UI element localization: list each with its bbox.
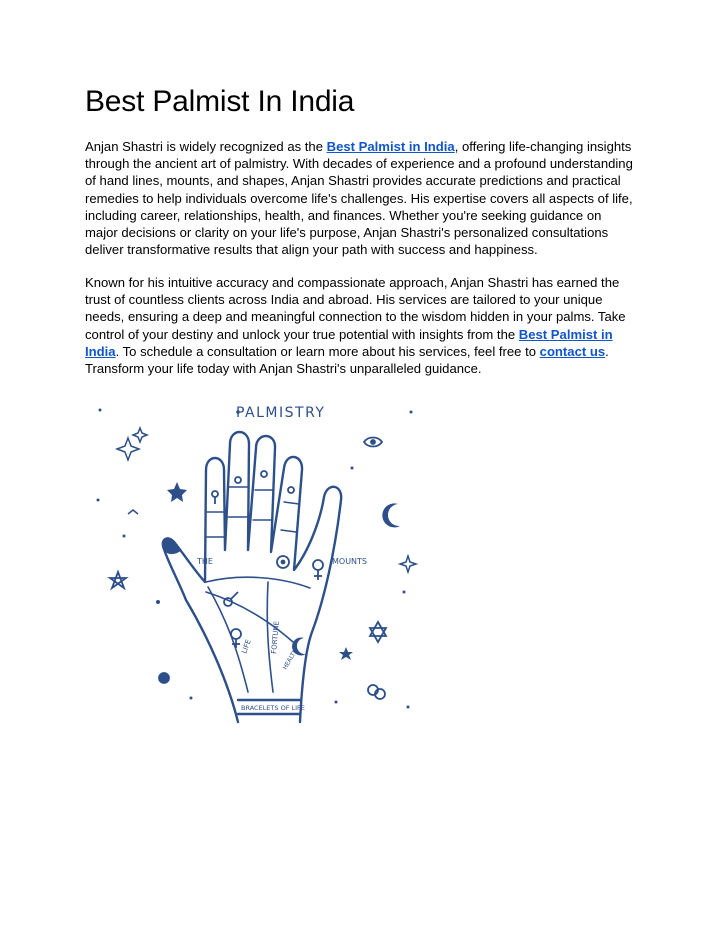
services-text-start: Known for his intuitive accuracy and compassionate approach, Anjan Shastri has earned the trust of countless clients across India and abroad. His services are tailored to your unique needs, ensuring a deep and meaningful connection to the wisdom hidden in your palms. Take control of your destiny and unlock your true potential with insights from the: [85, 275, 626, 342]
services-text-middle: . To schedule a consultation or learn more about his services, feel free to: [115, 343, 540, 359]
thumb-nail: [163, 538, 180, 552]
contact-us-link[interactable]: contact us: [539, 343, 606, 359]
the-label: THE: [197, 557, 213, 566]
services-paragraph: [85, 274, 637, 377]
life-line-label: LIFE: [240, 638, 253, 655]
moon-icon: [382, 503, 400, 527]
heart-line: [206, 577, 310, 588]
mounts-label: MOUNTS: [332, 557, 368, 566]
intro-text-rest: , offering life-changing insights through the ancient art of palmistry. With decades of experience and a profound understanding of hand lines, mounts, and shapes, Anjan Shastri provides accurate predictions and practical remedies to help individuals overcome life's challenges. His expertise covers all aspects of life, including career, relationships, health, and finances. Whether you're seeking guidance on major decisions or clarity on your life's purpose, Anjan Shastri's personalized consultations deliver transformative results that align your path with success and happiness.: [85, 139, 633, 258]
palmistry-illustration: [88, 392, 428, 734]
star-icon: [339, 647, 353, 660]
services-text-end: . Transform your life today with Anjan Shastri's unparalleled guidance.: [85, 343, 609, 377]
head-line: [206, 592, 293, 642]
health-line-label: HEALTH: [281, 647, 300, 671]
best-palmist-link-2[interactable]: Best Palmist in India: [85, 326, 613, 359]
life-line: [208, 587, 248, 692]
intro-text-start: Anjan Shastri is widely recognized as the: [85, 139, 327, 154]
fortune-line-label: FORTUNE: [270, 620, 281, 655]
page-title: Best Palmist In India: [85, 85, 355, 118]
best-palmist-link[interactable]: Best Palmist in India: [326, 139, 455, 154]
bracelets-label: BRACELETS OF LIFE: [241, 704, 305, 712]
star-icon: [167, 482, 187, 502]
palmistry-heading: PALMISTRY: [236, 405, 326, 421]
intro-paragraph: [85, 138, 637, 258]
